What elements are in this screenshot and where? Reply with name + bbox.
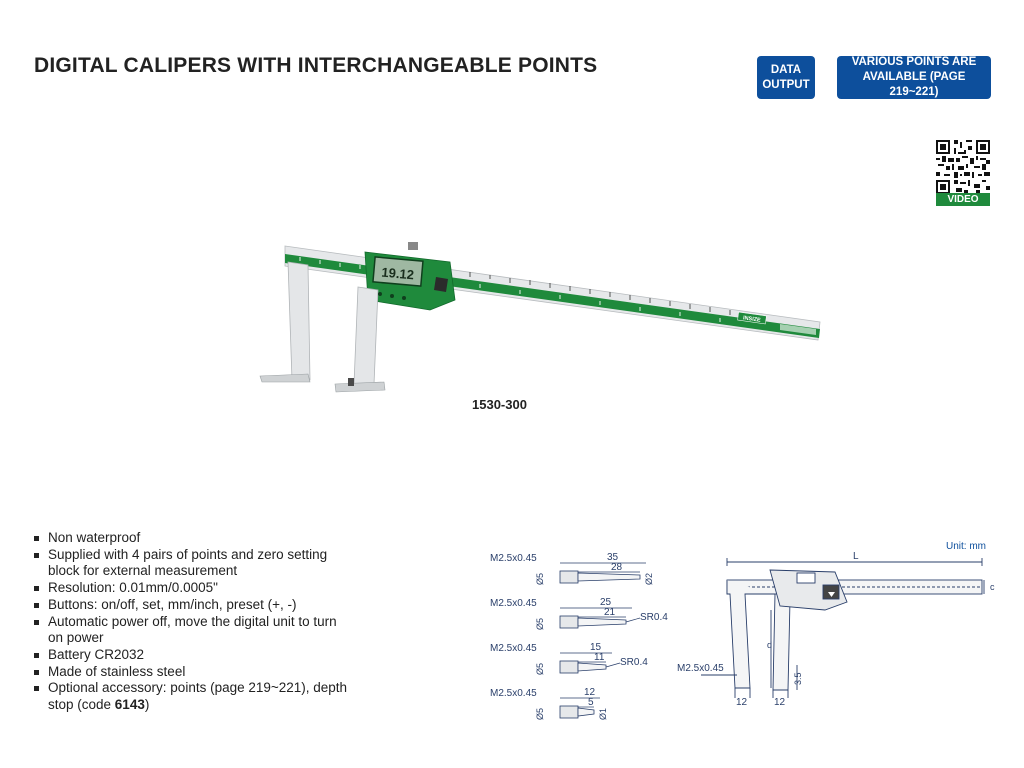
- length-total: 25: [600, 597, 612, 608]
- thread-label: M2.5x0.45: [490, 688, 537, 699]
- dim-L: L: [853, 551, 859, 562]
- length-total: 12: [584, 687, 596, 698]
- points-diagram: [490, 545, 670, 720]
- tip-diameter: Ø2: [644, 572, 654, 585]
- length-tip: 5: [588, 697, 594, 708]
- dim-d: d: [767, 640, 773, 650]
- points-available-badge[interactable]: [837, 56, 991, 99]
- list-item: Supplied with 4 pairs of points and zero setting block for external measurement: [34, 547, 348, 580]
- tip-radius: SR0.4: [640, 612, 668, 623]
- diameter-label: Ø5: [535, 572, 545, 585]
- point-row: [490, 552, 654, 585]
- point-row: [490, 597, 668, 630]
- page-title: DIGITAL CALIPERS WITH INTERCHANGEABLE POINTS: [34, 54, 598, 77]
- list-item: Automatic power off, move the digital unit to turn on power: [34, 614, 348, 647]
- point-thread: [560, 661, 578, 673]
- frame-dimension-diagram: [675, 540, 1000, 710]
- point-tip: [578, 663, 606, 671]
- length-tip: 11: [594, 652, 605, 663]
- thread-label: M2.5x0.45: [490, 643, 537, 654]
- list-item: Made of stainless steel: [34, 664, 348, 681]
- point-row: [490, 687, 608, 720]
- dim-thread: M2.5x0.45: [677, 663, 724, 674]
- video-label: VIDEO: [936, 193, 990, 206]
- thread-label: M2.5x0.45: [490, 553, 537, 564]
- list-item: Battery CR2032: [34, 647, 348, 664]
- diameter-label: Ø5: [535, 662, 545, 675]
- data-output-line2: OUTPUT: [762, 78, 810, 91]
- bullet-icon: [34, 620, 39, 625]
- dim-w2: 12: [774, 697, 786, 708]
- length-tip: 21: [604, 607, 616, 618]
- unit-label: Unit: mm: [946, 541, 986, 552]
- length-tip: 28: [611, 562, 623, 573]
- list-item: Non waterproof: [34, 530, 348, 547]
- list-item: Resolution: 0.01mm/0.0005": [34, 580, 348, 597]
- length-total: 15: [590, 642, 602, 653]
- diameter-label: Ø5: [535, 617, 545, 630]
- data-output-line1: DATA: [770, 63, 802, 76]
- model-number: 1530-300: [472, 397, 527, 412]
- depth-stop-code: 6143: [114, 697, 145, 713]
- dim-h: 3.5: [793, 672, 803, 685]
- dim-c: c: [990, 582, 995, 592]
- list-item: Buttons: on/off, set, mm/inch, preset (+, -): [34, 597, 348, 614]
- display-reading: 19.12: [380, 264, 415, 283]
- point-thread: [560, 571, 578, 583]
- point-tip: [578, 618, 626, 626]
- bullet-icon: [34, 670, 39, 675]
- diameter-label: Ø5: [535, 707, 545, 720]
- feature-list: [34, 530, 348, 714]
- point-tip: [578, 708, 594, 716]
- bullet-icon: [34, 603, 39, 608]
- data-output-badge: [757, 56, 815, 99]
- point-row: [490, 642, 648, 675]
- list-item: Optional accessory: points (page 219~221), depth stop (code 6143): [34, 680, 348, 713]
- thread-label: M2.5x0.45: [490, 598, 537, 609]
- point-thread: [560, 706, 578, 718]
- tip-radius: SR0.4: [620, 657, 648, 668]
- point-thread: [560, 616, 578, 628]
- bullet-icon: [34, 536, 39, 541]
- bullet-icon: [34, 553, 39, 558]
- length-total: 35: [607, 552, 619, 563]
- caliper-image: [250, 232, 830, 402]
- points-badge-line1: VARIOUS POINTS ARE: [851, 56, 977, 68]
- bullet-icon: [34, 586, 39, 591]
- tip-diameter: Ø1: [598, 707, 608, 720]
- bullet-icon: [34, 686, 39, 691]
- dim-w1: 12: [736, 697, 748, 708]
- point-tip: [578, 573, 640, 581]
- qr-code-icon[interactable]: [936, 140, 990, 194]
- brand-mark: INSIZE: [742, 315, 761, 324]
- bullet-icon: [34, 653, 39, 658]
- points-badge-line2: AVAILABLE (PAGE 219~221): [862, 71, 966, 98]
